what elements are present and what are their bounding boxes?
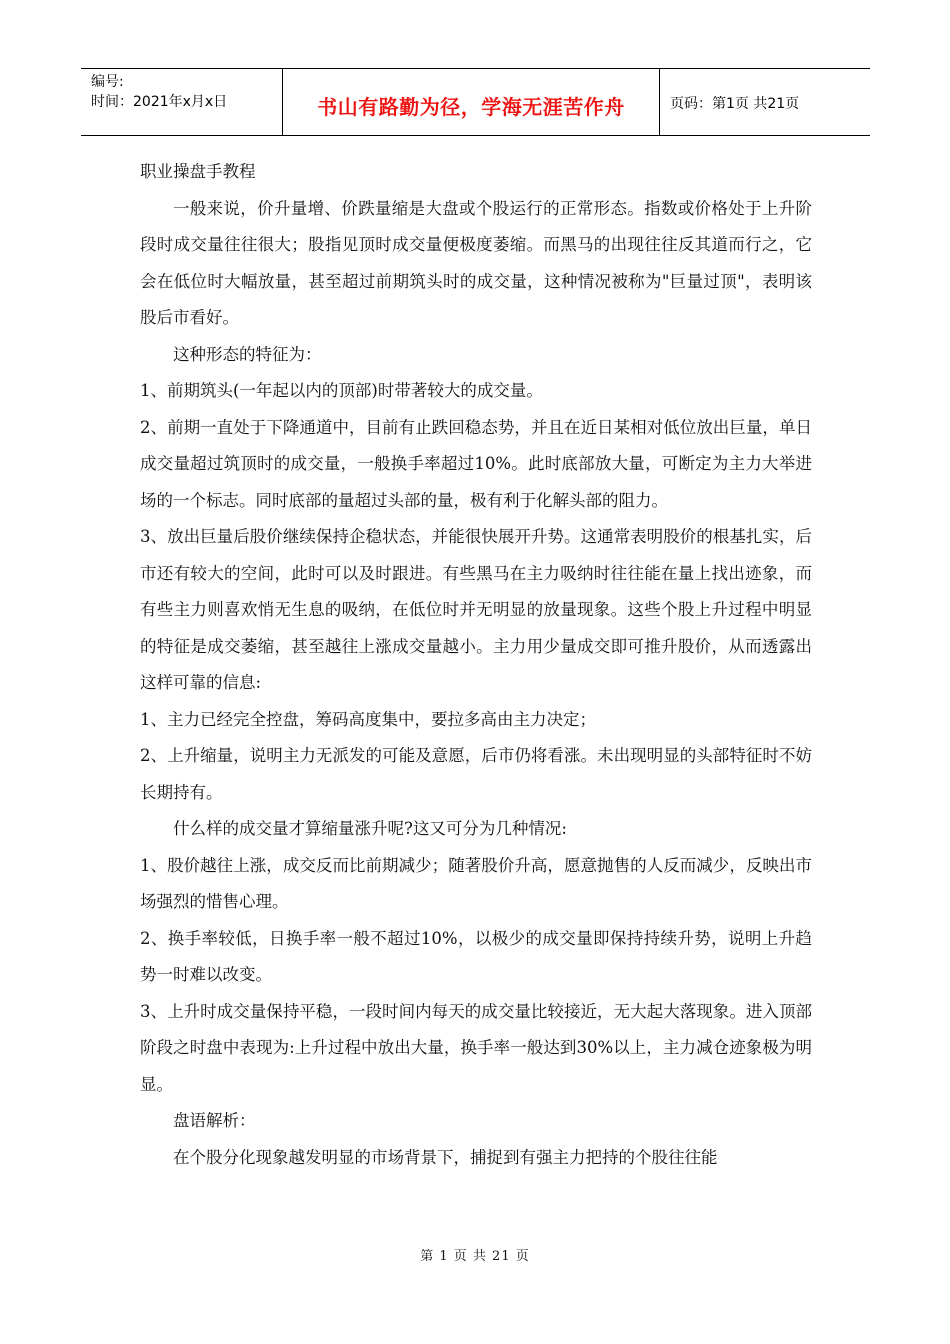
document-number-label: 编号: bbox=[91, 74, 124, 90]
list-item: 3、上升时成交量保持平稳，一段时间内每天的成交量比较接近，无大起大落现象。进入顶部阶段之时盘中表现为:上升过程中放出大量，换手率一般达到30%以上，主力减仓迹象极为明显。 bbox=[140, 1001, 812, 1094]
paragraph: 这种形态的特征为： bbox=[173, 344, 322, 364]
document-date: 时间：2021年x月x日 bbox=[91, 94, 228, 110]
header-motto: 书山有路勤为径，学海无涯苦作舟 bbox=[317, 94, 625, 119]
paragraph: 在个股分化现象越发明显的市场背景下，捕捉到有强主力把持的个股往往能 bbox=[173, 1147, 718, 1167]
section-heading: 盘语解析： bbox=[173, 1111, 256, 1130]
paragraph: 什么样的成交量才算缩量涨升呢?这又可分为几种情况: bbox=[173, 819, 567, 838]
page-footer: 第 1 页 共 21 页 bbox=[420, 1249, 530, 1264]
page-header bbox=[81, 68, 870, 136]
list-item: 2、换手率较低，日换手率一般不超过10%，以极少的成交量即保持持续升势，说明上升趋势一时难以改变。 bbox=[140, 928, 812, 984]
document-body bbox=[140, 154, 812, 1176]
paragraph: 一般来说，价升量增、价跌量缩是大盘或个股运行的正常形态。指数或价格处于上升阶段时成交量往往很大；股指见顶时成交量便极度萎缩。而黑马的出现往往反其道而行之，它会在低位时大幅放量，甚至超过前期筑头时的成交量，这种情况被称为"巨量过顶"，表明该股后市看好。 bbox=[140, 198, 812, 327]
header-meta bbox=[81, 69, 283, 135]
list-item: 3、放出巨量后股价继续保持企稳状态，并能很快展开升势。这通常表明股价的根基扎实，后市还有较大的空间，此时可以及时跟进。有些黑马在主力吸纳时往往能在量上找出迹象，而有些主力则喜欢悄无生息的吸纳，在低位时并无明显的放量现象。这些个股上升过程中明显的特征是成交萎缩，甚至越往上涨成交量越小。主力用少量成交即可推升股价，从而透露出这样可靠的信息: bbox=[140, 527, 812, 692]
list-item: 2、上升缩量，说明主力无派发的可能及意愿，后市仍将看涨。未出现明显的头部特征时不妨长期持有。 bbox=[140, 746, 812, 802]
list-item: 1、股价越往上涨，成交反而比前期减少；随著股价升高，愿意抛售的人反而减少，反映出市场强烈的惜售心理。 bbox=[140, 855, 812, 911]
list-item: 1、前期筑头(一年起以内的顶部)时带著较大的成交量。 bbox=[140, 381, 543, 400]
list-item: 2、前期一直处于下降通道中，目前有止跌回稳态势，并且在近日某相对低位放出巨量，单日成交量超过筑顶时的成交量，一般换手率超过10%。此时底部放大量，可断定为主力大举进场的一个标志。同时底部的量超过头部的量，极有利于化解头部的阻力。 bbox=[140, 417, 812, 510]
header-page-info: 页码：第1页 共21页 bbox=[670, 96, 800, 112]
document-title: 职业操盘手教程 bbox=[140, 162, 256, 181]
list-item: 1、主力已经完全控盘，筹码高度集中，要拉多高由主力决定； bbox=[140, 709, 596, 729]
header-motto-cell bbox=[283, 69, 660, 135]
